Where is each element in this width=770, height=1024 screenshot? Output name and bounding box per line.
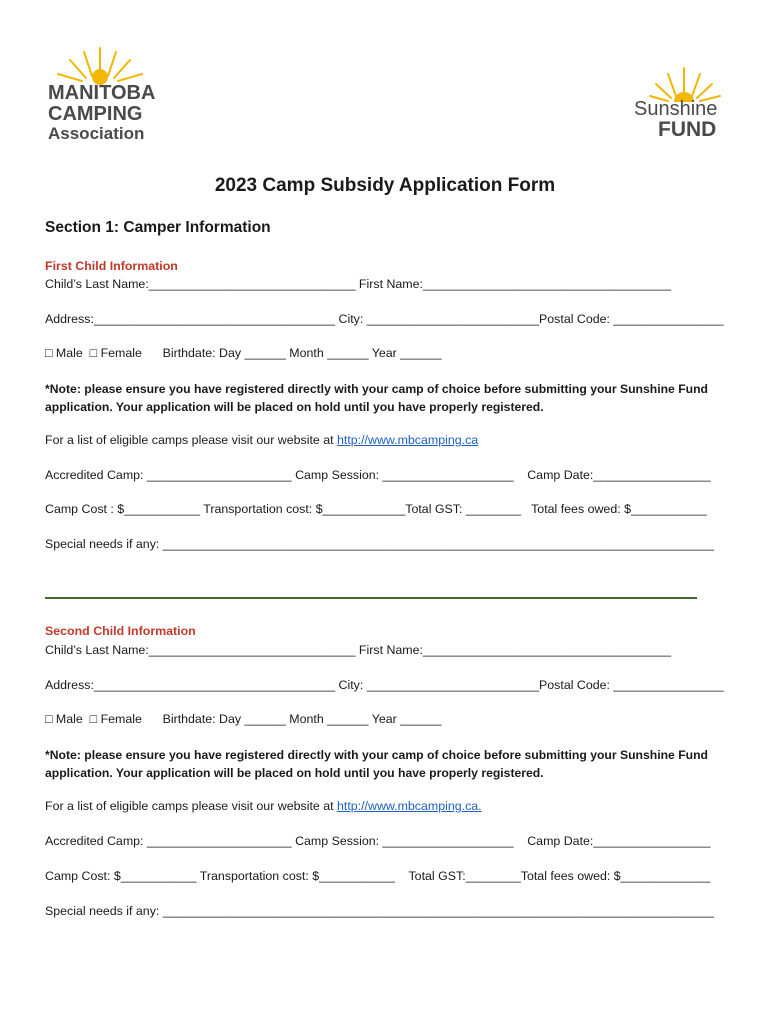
child1-cost-fields[interactable]: Camp Cost : $___________ Transportation cost: $____________Total GST: ________ Total fees owed: $___________ — [45, 502, 707, 516]
website-text: For a list of eligible camps please visit our website at — [45, 799, 337, 813]
child1-note: *Note: please ensure you have registered directly with your camp of choice before submitting your Sunshine Fund application. Your application will be placed on hold until you have properly registered. — [45, 382, 708, 414]
website-link[interactable]: http://www.mbcamping.ca — [337, 433, 479, 447]
child2-website-line — [45, 799, 482, 813]
sunrise-icon — [628, 66, 728, 102]
website-text: For a list of eligible camps please visit our website at — [45, 433, 337, 447]
child1-address-fields[interactable]: Address:___________________________________ City: _________________________Postal Code: ________________ — [45, 312, 724, 326]
logo-line-2: CAMPING — [48, 103, 143, 125]
child2-address-fields[interactable]: Address:___________________________________ City: _________________________Postal Code: ________________ — [45, 678, 724, 692]
child2-note: *Note: please ensure you have registered directly with your camp of choice before submitting your Sunshine Fund application. Your application will be placed on hold until you have properly registered. — [45, 748, 708, 780]
child2-camp-fields[interactable]: Accredited Camp: _____________________ Camp Session: ___________________ Camp Date:_________________ — [45, 834, 711, 848]
child2-name-fields[interactable]: Child’s Last Name:______________________________ First Name:____________________________________ — [45, 643, 672, 657]
child1-camp-fields[interactable]: Accredited Camp: _____________________ Camp Session: ___________________ Camp Date:_________________ — [45, 468, 711, 482]
child2-special-needs[interactable]: Special needs if any: ________________________________________________________________________________ — [45, 904, 715, 918]
logo-line-2: FUND — [658, 118, 717, 141]
form-title: 2023 Camp Subsidy Application Form — [214, 175, 556, 196]
child1-heading: First Child Information — [45, 259, 178, 273]
logo-line-1: Sunshine — [634, 98, 718, 120]
child2-cost-fields[interactable]: Camp Cost: $___________ Transportation cost: $___________ Total GST:________Total fees owed: $_____________ — [45, 869, 711, 883]
sun-icon — [48, 46, 178, 86]
child2-heading: Second Child Information — [45, 624, 196, 638]
section-divider — [45, 597, 697, 599]
child1-gender-birthdate[interactable]: □ Male □ Female Birthdate: Day ______ Month ______ Year ______ — [45, 346, 442, 360]
child1-special-needs[interactable]: Special needs if any: ________________________________________________________________________________ — [45, 537, 715, 551]
manitoba-camping-association-logo — [48, 46, 178, 146]
website-link[interactable]: http://www.mbcamping.ca. — [337, 799, 482, 813]
child1-website-line — [45, 433, 478, 447]
sunshine-fund-logo — [628, 66, 728, 146]
child1-name-fields[interactable]: Child’s Last Name:______________________________ First Name:____________________________________ — [45, 277, 672, 291]
logo-line-1: MANITOBA — [48, 82, 156, 104]
logo-line-3: Association — [48, 124, 145, 143]
child2-gender-birthdate[interactable]: □ Male □ Female Birthdate: Day ______ Month ______ Year ______ — [45, 712, 442, 726]
section-heading: Section 1: Camper Information — [45, 219, 271, 236]
